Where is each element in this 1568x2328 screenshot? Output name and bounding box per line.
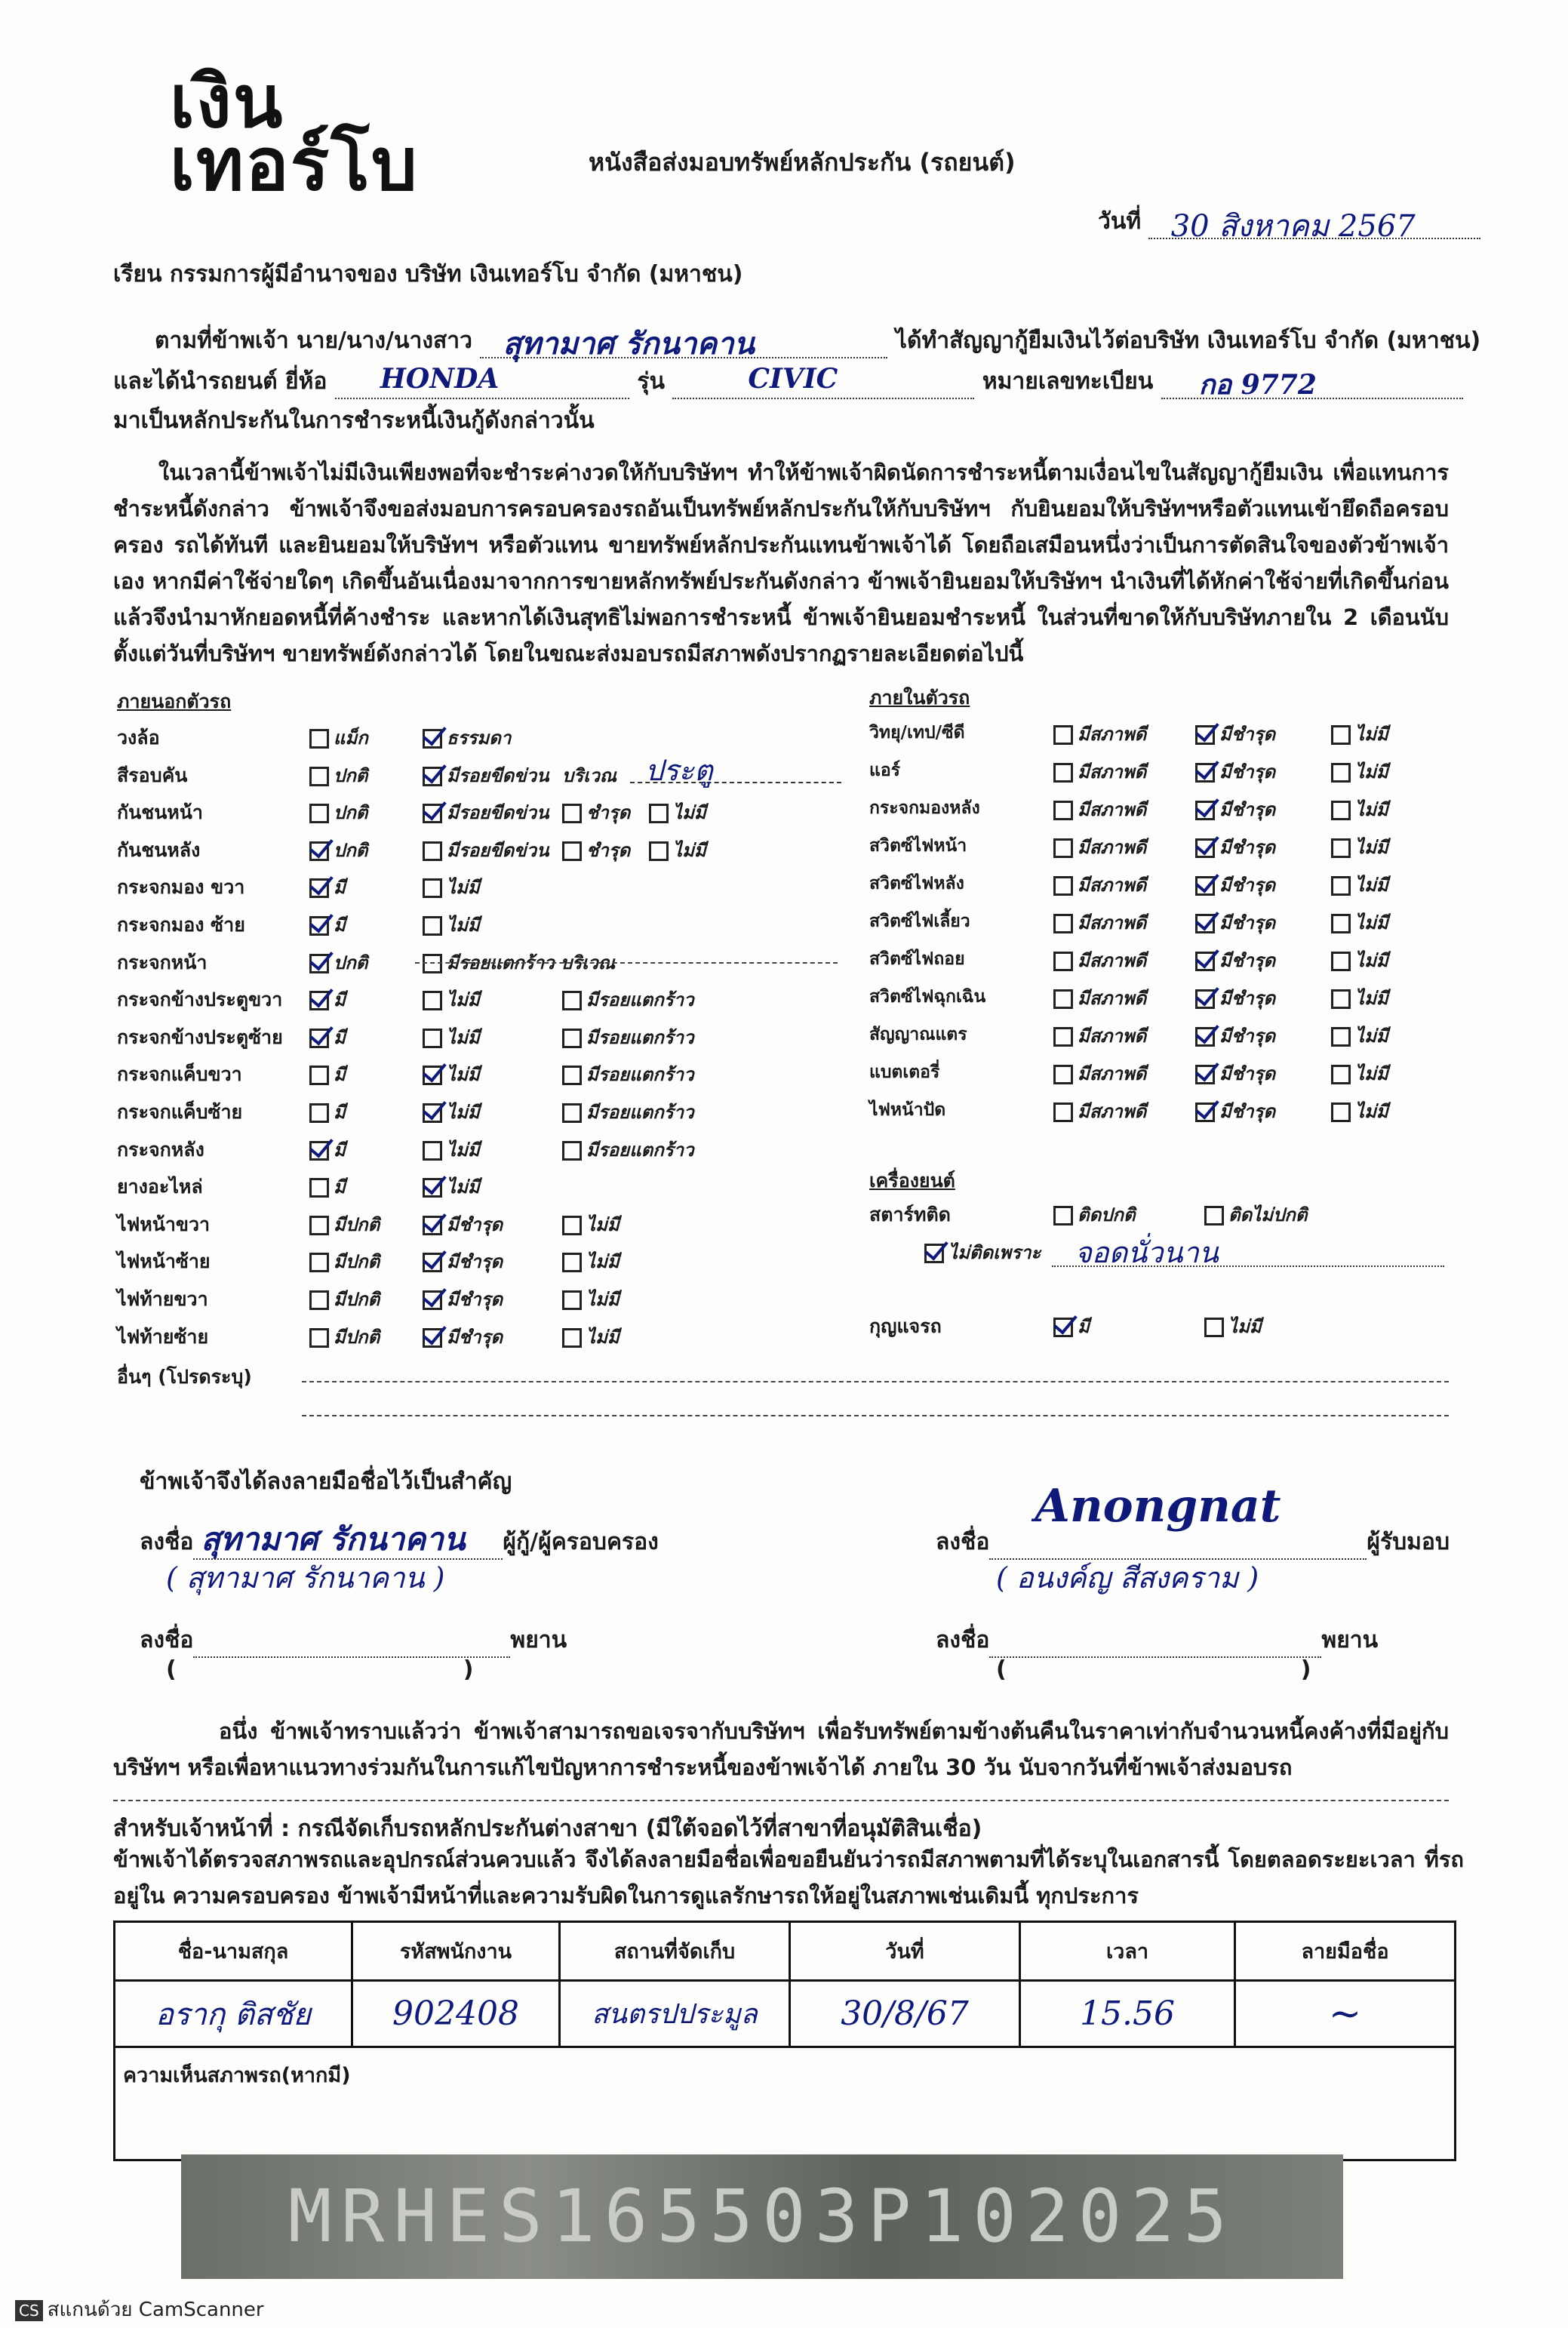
interior-option: มีสภาพดี: [1053, 870, 1146, 900]
exterior-option: มีรอยแตกร้าว: [562, 1097, 694, 1127]
checkbox[interactable]: [1331, 876, 1351, 896]
exterior-option: มีรอยแตกร้าว บริเวณ: [423, 948, 615, 977]
checkbox[interactable]: [562, 1328, 582, 1348]
interior-option: มีสภาพดี: [1053, 719, 1146, 749]
interior-option: ไม่มี: [1331, 757, 1388, 786]
exterior-option: ไม่มี: [562, 1284, 620, 1314]
exterior-option: มี: [309, 910, 346, 940]
receiver-printed-name: ( อนงค์ญ สีสงคราม ): [996, 1561, 1259, 1595]
interior-row-label: สวิตซ์ไฟเลี้ยว: [869, 912, 970, 931]
checkbox[interactable]: [423, 916, 442, 936]
checkbox[interactable]: [1195, 725, 1215, 745]
checkbox[interactable]: [309, 1029, 329, 1048]
exterior-row: [117, 1204, 841, 1241]
checkbox[interactable]: [562, 991, 582, 1010]
divider: [415, 962, 838, 964]
col-header-id: รหัสพนักงาน: [352, 1922, 560, 1981]
exterior-row-label: ไฟหน้าซ้าย: [117, 1250, 211, 1273]
checkbox[interactable]: [309, 954, 329, 973]
exterior-row-label: วงล้อ: [117, 727, 160, 749]
col-header-time: เวลา: [1020, 1922, 1235, 1981]
exterior-option: มี: [309, 1059, 346, 1089]
document-title: หนังสือส่งมอบทรัพย์หลักประกัน (รถยนต์): [589, 148, 1016, 177]
checkbox[interactable]: [423, 729, 442, 749]
interior-option: ไม่มี: [1331, 832, 1388, 862]
col-header-signature: ลายมือชื่อ: [1235, 1922, 1456, 1981]
interior-option: มีชำรุด: [1195, 946, 1275, 975]
exterior-option: มีรอยขีดข่วน: [423, 798, 549, 827]
exterior-row: [117, 1316, 841, 1354]
exterior-row-label: กระจกหลัง: [117, 1138, 204, 1161]
checkbox[interactable]: [423, 841, 442, 861]
engine-start-row: สตาร์ทติด ติดปกติ ติดไม่ปกติ: [869, 1204, 1308, 1226]
interior-option: ไม่มี: [1331, 946, 1388, 975]
table-row: [115, 1981, 1456, 2047]
cell-place: สนตรปประมูล: [560, 1981, 790, 2047]
exterior-row: [117, 904, 841, 942]
borrower-name: สุทามาศ รักนาคาน: [503, 326, 755, 361]
interior-option: ไม่มี: [1331, 1096, 1388, 1126]
checkbox[interactable]: [309, 729, 329, 749]
interior-checklist: [869, 713, 1473, 1128]
exterior-option: มีปกติ: [309, 1322, 380, 1352]
exterior-option: มี: [309, 1023, 346, 1052]
area-note: ประตู: [645, 753, 713, 787]
checkbox[interactable]: [309, 804, 329, 823]
car-model: CIVIC: [748, 363, 838, 395]
checkbox[interactable]: [309, 1216, 329, 1235]
key-row: กุญแจรถ มี ไม่มี: [869, 1315, 1262, 1337]
borrower-signature: สุทามาศ รักนาคาน: [201, 1521, 466, 1558]
exterior-row-label: กระจกมอง ขวา: [117, 876, 245, 899]
exterior-option: มี: [309, 1097, 346, 1127]
checkbox[interactable]: [1331, 989, 1351, 1009]
interior-option: มีสภาพดี: [1053, 983, 1146, 1013]
interior-row: [869, 1015, 1473, 1053]
checkbox-key-yes[interactable]: [1053, 1318, 1073, 1337]
date-value: 30 สิงหาคม 2567: [1170, 209, 1416, 244]
checkbox[interactable]: [1053, 1102, 1073, 1122]
comment-label: ความเห็นสภาพรถ(หากมี): [123, 2064, 351, 2087]
checkbox[interactable]: [562, 804, 582, 823]
checkbox[interactable]: [562, 1103, 582, 1123]
other-label: อื่นๆ (โปรดระบุ): [117, 1366, 252, 1388]
witness2-sign-line: ลงชื่อ พยาน: [936, 1622, 1378, 1658]
checkbox[interactable]: [1331, 725, 1351, 745]
interior-option: มีชำรุด: [1195, 1096, 1275, 1126]
interior-option: ไม่มี: [1331, 719, 1388, 749]
checkbox[interactable]: [1053, 914, 1073, 933]
sign-intro: ข้าพเจ้าจึงได้ลงลายมือชื่อไว้เป็นสำคัญ: [140, 1468, 512, 1495]
checkbox-key-no[interactable]: [1204, 1318, 1224, 1337]
exterior-row-label: กันชนหน้า: [117, 801, 203, 824]
borrower-sign-line: ลงชื่อ สุทามาศ รักนาคาน ผู้กู้/ผู้ครอบครอง: [140, 1524, 659, 1560]
interior-row-label: สวิตซ์ไฟหน้า: [869, 836, 967, 856]
checkbox[interactable]: [562, 1216, 582, 1235]
exterior-option: ชำรุด: [562, 798, 630, 827]
checkbox[interactable]: [1331, 914, 1351, 933]
checkbox[interactable]: [1053, 838, 1073, 858]
checkbox[interactable]: [309, 1328, 329, 1348]
exterior-option: มีปกติ: [309, 1284, 380, 1314]
exterior-option: ไม่มี: [423, 1023, 480, 1052]
exterior-option: ปกติ: [309, 761, 367, 790]
checkbox[interactable]: [423, 1141, 442, 1161]
interior-row-label: แอร์: [869, 761, 900, 780]
checkbox[interactable]: [562, 1066, 582, 1085]
exterior-row-label: ไฟหน้าขวา: [117, 1213, 211, 1235]
interior-row-label: สัญญาณแตร: [869, 1025, 967, 1044]
interior-row-label: สวิตซ์ไฟฉุกเฉิน: [869, 987, 986, 1007]
checkbox[interactable]: [562, 841, 582, 861]
checkbox[interactable]: [562, 1141, 582, 1161]
date-field: วันที่ 30 สิงหาคม 2567: [1098, 204, 1480, 239]
interior-row: [869, 789, 1473, 826]
interior-option: มีชำรุด: [1195, 908, 1275, 937]
interior-row-label: สวิตซ์ไฟถอย: [869, 949, 965, 969]
exterior-option: มี: [309, 985, 346, 1014]
col-header-date: วันที่: [790, 1922, 1020, 1981]
checkbox[interactable]: [309, 878, 329, 898]
company-logo: [170, 60, 419, 208]
exterior-option: มีรอยแตกร้าว: [562, 1135, 694, 1164]
camscanner-badge: CS: [15, 2300, 43, 2321]
checkbox[interactable]: [649, 804, 669, 823]
intro-line2: และได้นำรถยนต์ ยี่ห้อ HONDA รุ่น CIVIC หมายเลขทะเบียน กอ 9772: [113, 364, 1463, 399]
checkbox[interactable]: [1195, 914, 1215, 933]
checkbox[interactable]: [423, 1328, 442, 1348]
logo-line1: เงิน: [170, 60, 284, 144]
checkbox[interactable]: [1053, 876, 1073, 896]
checkbox[interactable]: [1195, 1027, 1215, 1047]
checkbox[interactable]: [562, 1029, 582, 1048]
checkbox[interactable]: [1195, 838, 1215, 858]
checkbox[interactable]: [423, 878, 442, 898]
checkbox[interactable]: [649, 841, 669, 861]
exterior-option: มี: [309, 1172, 346, 1201]
interior-option: มีชำรุด: [1195, 832, 1275, 862]
interior-option: มีสภาพดี: [1053, 832, 1146, 862]
exterior-option: มี: [309, 1135, 346, 1164]
checkbox[interactable]: [309, 1253, 329, 1272]
no-start-reason: จอดนั่วนาน: [1075, 1236, 1219, 1269]
interior-row-label: วิทยุ/เทป/ซีดี: [869, 723, 965, 743]
interior-option: มีชำรุด: [1195, 719, 1275, 749]
exterior-row: [117, 1129, 841, 1167]
interior-option: มีสภาพดี: [1053, 1096, 1146, 1126]
exterior-option: ไม่มี: [423, 910, 480, 940]
addressee: เรียน กรรมการผู้มีอำนาจของ บริษัท เงินเทอร์โบ จำกัด (มหาชน): [113, 261, 743, 288]
exterior-row-label: กระจกแค็บขวา: [117, 1063, 242, 1086]
checkbox[interactable]: [423, 1029, 442, 1048]
interior-row: [869, 902, 1473, 940]
exterior-row: [117, 979, 841, 1016]
exterior-option: ธรรมดา: [423, 723, 511, 752]
checkbox[interactable]: [1053, 952, 1073, 971]
exterior-row: [117, 1053, 841, 1091]
exterior-row: [117, 866, 841, 904]
checkbox[interactable]: [1053, 725, 1073, 745]
witness1-sign-line: ลงชื่อ พยาน: [140, 1622, 567, 1658]
interior-option: มีชำรุด: [1195, 1021, 1275, 1050]
interior-row-label: ไฟหน้าปัด: [869, 1100, 946, 1120]
checkbox[interactable]: [309, 1141, 329, 1161]
exterior-option: ไม่มี: [562, 1322, 620, 1352]
camscanner-watermark: CS สแกนด้วย CamScanner: [15, 2294, 264, 2325]
exterior-option: ไม่มี: [423, 985, 480, 1014]
interior-row: [869, 977, 1473, 1015]
exterior-row: [117, 792, 841, 829]
interior-option: ไม่มี: [1331, 983, 1388, 1013]
exterior-row-label: ยางอะไหล่: [117, 1176, 203, 1198]
interior-row-label: กระจกมองหลัง: [869, 798, 980, 818]
exterior-option: แม็ก: [309, 723, 368, 752]
checkbox[interactable]: [1053, 989, 1073, 1009]
exterior-row-label: กระจกมอง ซ้าย: [117, 913, 245, 936]
interior-row: [869, 826, 1473, 864]
checkbox[interactable]: [1331, 763, 1351, 783]
interior-option: มีชำรุด: [1195, 1059, 1275, 1088]
exterior-option: ไม่มี: [423, 1059, 480, 1089]
checkbox[interactable]: [1195, 952, 1215, 971]
interior-option: มีสภาพดี: [1053, 795, 1146, 824]
exterior-option: ไม่มี: [423, 1172, 480, 1201]
exterior-option: มีปกติ: [309, 1247, 380, 1276]
exterior-row: [117, 1278, 841, 1316]
exterior-row: [117, 755, 841, 792]
interior-row: [869, 1090, 1473, 1128]
checkbox[interactable]: [309, 767, 329, 786]
checkbox[interactable]: [309, 1178, 329, 1198]
exterior-option: ปกติ: [309, 835, 367, 865]
checkbox[interactable]: [1195, 876, 1215, 896]
interior-option: ไม่มี: [1331, 870, 1388, 900]
checkbox[interactable]: [1195, 1102, 1215, 1122]
witness2-name: ( ): [996, 1656, 1311, 1683]
checkbox[interactable]: [309, 841, 329, 861]
exterior-row-label: กระจกแค็บซ้าย: [117, 1100, 243, 1123]
exterior-row: [117, 717, 841, 755]
exterior-row: [117, 1241, 841, 1278]
cell-signature: ~: [1235, 1981, 1456, 2047]
interior-option: ไม่มี: [1331, 795, 1388, 824]
checkbox[interactable]: [309, 916, 329, 936]
engine-heading: เครื่องยนต์: [869, 1170, 955, 1192]
interior-row: [869, 1053, 1473, 1090]
cell-date: 30/8/67: [790, 1981, 1020, 2047]
exterior-option: ไม่มี: [649, 835, 706, 865]
car-plate: กอ 9772: [1198, 369, 1317, 401]
interior-row: [869, 751, 1473, 789]
checkbox[interactable]: [423, 1253, 442, 1272]
checkbox[interactable]: [423, 1216, 442, 1235]
exterior-row-label: ไฟท้ายซ้าย: [117, 1325, 209, 1348]
exterior-row-label: ไฟท้ายขวา: [117, 1287, 208, 1310]
checkbox[interactable]: [1053, 1027, 1073, 1047]
checkbox[interactable]: [423, 804, 442, 823]
exterior-row-label: กระจกข้างประตูซ้าย: [117, 1026, 283, 1048]
receiver-signature: Anongnat: [1035, 1480, 1281, 1533]
interior-option: มีชำรุด: [1195, 757, 1275, 786]
interior-option: มีสภาพดี: [1053, 946, 1146, 975]
checkbox[interactable]: [1331, 952, 1351, 971]
interior-option: มีสภาพดี: [1053, 908, 1146, 937]
interior-option: มีสภาพดี: [1053, 1059, 1146, 1088]
interior-option: มีชำรุด: [1195, 983, 1275, 1013]
checkbox[interactable]: [562, 1290, 582, 1310]
checkbox[interactable]: [562, 1253, 582, 1272]
col-header-place: สถานที่จัดเก็บ: [560, 1922, 790, 1981]
exterior-option: ชำรุด: [562, 835, 630, 865]
interior-option: ไม่มี: [1331, 908, 1388, 937]
checkbox-start-normal[interactable]: [1053, 1206, 1073, 1226]
exterior-option: ไม่มี: [562, 1247, 620, 1276]
officer-heading: สำหรับเจ้าหน้าที่ : กรณีจัดเก็บรถหลักประกันต่างสาขา (มีใต้จอดไว้ที่สาขาที่อนุมัติสินเชื่อ): [113, 1816, 982, 1842]
checkbox[interactable]: [309, 1066, 329, 1085]
checkbox[interactable]: [309, 1290, 329, 1310]
receiver-sign-line: ลงชื่อ Anongnat ผู้รับมอบ: [936, 1524, 1450, 1560]
exterior-row-label: สีรอบคัน: [117, 764, 188, 786]
checkbox[interactable]: [423, 991, 442, 1010]
checkbox[interactable]: [423, 1103, 442, 1123]
checkbox[interactable]: [1195, 763, 1215, 783]
borrower-printed-name: ( สุทามาศ รักนาคาน ): [166, 1561, 445, 1595]
checkbox[interactable]: [1195, 801, 1215, 820]
exterior-option: มีชำรุด: [423, 1322, 503, 1352]
exterior-option: มีปกติ: [309, 1210, 380, 1239]
exterior-option: ไม่มี: [423, 872, 480, 902]
comment-cell: [115, 2047, 1456, 2160]
exterior-option: มีชำรุด: [423, 1247, 503, 1276]
interior-option: มีสภาพดี: [1053, 1021, 1146, 1050]
witness1-name: ( ): [166, 1656, 474, 1683]
exterior-option: มีรอยขีดข่วน: [423, 761, 549, 790]
interior-row-label: สวิตซ์ไฟหลัง: [869, 874, 964, 893]
interior-option: มีชำรุด: [1195, 795, 1275, 824]
officer-text: ข้าพเจ้าได้ตรวจสภาพรถและอุปกรณ์ส่วนควบแล้ว จึงได้ลงลายมือชื่อเพื่อขอยืนยันว่ารถมีสภาพตามที่ได้ระบุในเอกสารนี้ โดยตลอดระยะเวลา ที่รถอยู่ใน ความครอบครอง ข้าพเจ้ามีหน้าที่และความรับผิดในการดูแลรักษารถให้อยู่ในสภาพเช่นเดิมนี้ ทุกประการ: [113, 1847, 1464, 1908]
exterior-option: ไม่มี: [423, 1135, 480, 1164]
checkbox-no-start[interactable]: [924, 1244, 944, 1263]
interior-option: ไม่มี: [1331, 1021, 1388, 1050]
staff-table: [113, 1921, 1456, 2161]
checkbox[interactable]: [1053, 801, 1073, 820]
exterior-option: ไม่มี: [649, 798, 706, 827]
cell-name: อรากุ ติสชัย: [115, 1981, 352, 2047]
intro-line1: ตามที่ข้าพเจ้า นาย/นาง/นางสาว สุทามาศ รักนาคาน ได้ทำสัญญากู้ยืมเงินไว้ต่อบริษัท เงินเทอร์โบ จำกัด (มหาชน): [155, 323, 1480, 358]
exterior-option: มีรอยขีดข่วน: [423, 835, 549, 865]
exterior-row-label: กระจกข้างประตูขวา: [117, 989, 283, 1011]
exterior-option: มีชำรุด: [423, 1284, 503, 1314]
vin-rubbing: MRHES165503P102025: [181, 2154, 1343, 2279]
checkbox[interactable]: [1331, 1102, 1351, 1122]
exterior-row-label: กระจกหน้า: [117, 951, 208, 973]
exterior-heading: ภายนอกตัวรถ: [117, 690, 232, 712]
checkbox[interactable]: [1331, 801, 1351, 820]
exterior-option: ปกติ: [309, 948, 367, 977]
exterior-row: [117, 1166, 841, 1204]
engine-nostart-row: ไม่ติดเพราะ จอดนั่วนาน: [924, 1238, 1453, 1267]
checkbox[interactable]: [1195, 1065, 1215, 1084]
checkbox[interactable]: [1331, 1027, 1351, 1047]
note-paragraph: อนึ่ง ข้าพเจ้าทราบแล้วว่า ข้าพเจ้าสามารถขอเจรจากับบริษัทฯ เพื่อรับทรัพย์ตามข้างต้นคืนในราคาเท่ากับจำนวนหนี้คงค้างที่มีอยู่กับบริษัทฯ หรือเพื่อหาแนวทางร่วมกันในการแก้ไขปัญหาการชำระหนี้ของข้าพเจ้าได้ ภายใน 30 วัน นับจากวันที่ข้าพเจ้าส่งมอบรถ: [113, 1718, 1449, 1780]
exterior-option: ไม่มี: [423, 1097, 480, 1127]
exterior-row-label: กันชนหลัง: [117, 838, 201, 861]
exterior-row: [117, 1016, 841, 1054]
checkbox[interactable]: [309, 991, 329, 1010]
exterior-option: มีรอยแตกร้าว: [562, 1059, 694, 1089]
checkbox[interactable]: [423, 1178, 442, 1198]
exterior-option: ปกติ: [309, 798, 367, 827]
col-header-name: ชื่อ-นามสกุล: [115, 1922, 352, 1981]
exterior-row: [117, 942, 841, 979]
interior-row: [869, 713, 1473, 751]
checkbox[interactable]: [1053, 763, 1073, 783]
cell-id: 902408: [352, 1981, 560, 2047]
checkbox-start-abnormal[interactable]: [1204, 1206, 1224, 1226]
car-brand: HONDA: [380, 363, 500, 395]
interior-heading: ภายในตัวรถ: [869, 687, 970, 709]
interior-row: [869, 940, 1473, 977]
interior-option: มีสภาพดี: [1053, 757, 1146, 786]
logo-line2: เทอร์โบ: [170, 122, 419, 208]
intro-line3: มาเป็นหลักประกันในการชำระหนี้เงินกู้ดังกล่าวนั้น: [113, 407, 595, 434]
checkbox[interactable]: [1331, 838, 1351, 858]
exterior-row: [117, 1091, 841, 1129]
exterior-option: ไม่มี: [562, 1210, 620, 1239]
cell-time: 15.56: [1020, 1981, 1235, 2047]
checkbox[interactable]: [1331, 1065, 1351, 1084]
checkbox[interactable]: [423, 1290, 442, 1310]
exterior-option: มีชำรุด: [423, 1210, 503, 1239]
exterior-row: [117, 829, 841, 867]
interior-row: [869, 864, 1473, 902]
checkbox[interactable]: [309, 1103, 329, 1123]
exterior-checklist: [117, 717, 841, 1353]
checkbox[interactable]: [1053, 1065, 1073, 1084]
interior-option: มีชำรุด: [1195, 870, 1275, 900]
interior-row-label: แบตเตอรี่: [869, 1063, 940, 1082]
exterior-option: มีรอยแตกร้าว: [562, 985, 694, 1014]
checkbox[interactable]: [423, 767, 442, 786]
main-paragraph: ในเวลานี้ข้าพเจ้าไม่มีเงินเพียงพอที่จะชำระค่างวดให้กับบริษัทฯ ทำให้ข้าพเจ้าผิดนัดการชำระหนี้ตามเงื่อนไขในสัญญากู้ยืมเงิน เพื่อแทนการชำระหนี้ดังกล่าว ข้าพเจ้าจึงขอส่งมอบการครอบครองรถอันเป็นทรัพย์หลักประกันให้กับบริษัทฯ กับยินยอมให้บริษัทฯหรือตัวแทนเข้ายึดถือครอบครอง รถได้ทันที และยินยอมให้บริษัทฯ หรือตัวแทน ขายทรัพย์หลักประกันแทนข้าพเจ้าได้ โดยถือเสมือนหนึ่งว่าเป็นการตัดสินใจของตัวข้าพเจ้าเอง หากมีค่าใช้จ่ายใดๆ เกิดขึ้นอันเนื่องมาจากการขายหลักทรัพย์ประกันดังกล่าว ข้าพเจ้ายินยอมให้บริษัทฯ นำเงินที่ได้หักค่าใช้จ่ายที่เกิดขึ้นก่อนแล้วจึงนำมาหักยอดหนี้ที่ค้างชำระ และหากได้เงินสุทธิไม่พอการชำระหนี้ ข้าพเจ้ายินยอมชำระหนี้ ในส่วนที่ขาดให้กับบริษัทภายใน 2 เดือนนับตั้งแต่วันที่บริษัทฯ ขายทรัพย์ดังกล่าวได้ โดยในขณะส่งมอบรถมีสภาพดังปรากฏรายละเอียดต่อไปนี้: [113, 460, 1449, 666]
checkbox[interactable]: [1195, 989, 1215, 1009]
exterior-option: มี: [309, 872, 346, 902]
checkbox[interactable]: [423, 1066, 442, 1085]
exterior-option: มีรอยแตกร้าว: [562, 1023, 694, 1052]
interior-option: ไม่มี: [1331, 1059, 1388, 1088]
area-label: บริเวณ: [562, 764, 617, 786]
